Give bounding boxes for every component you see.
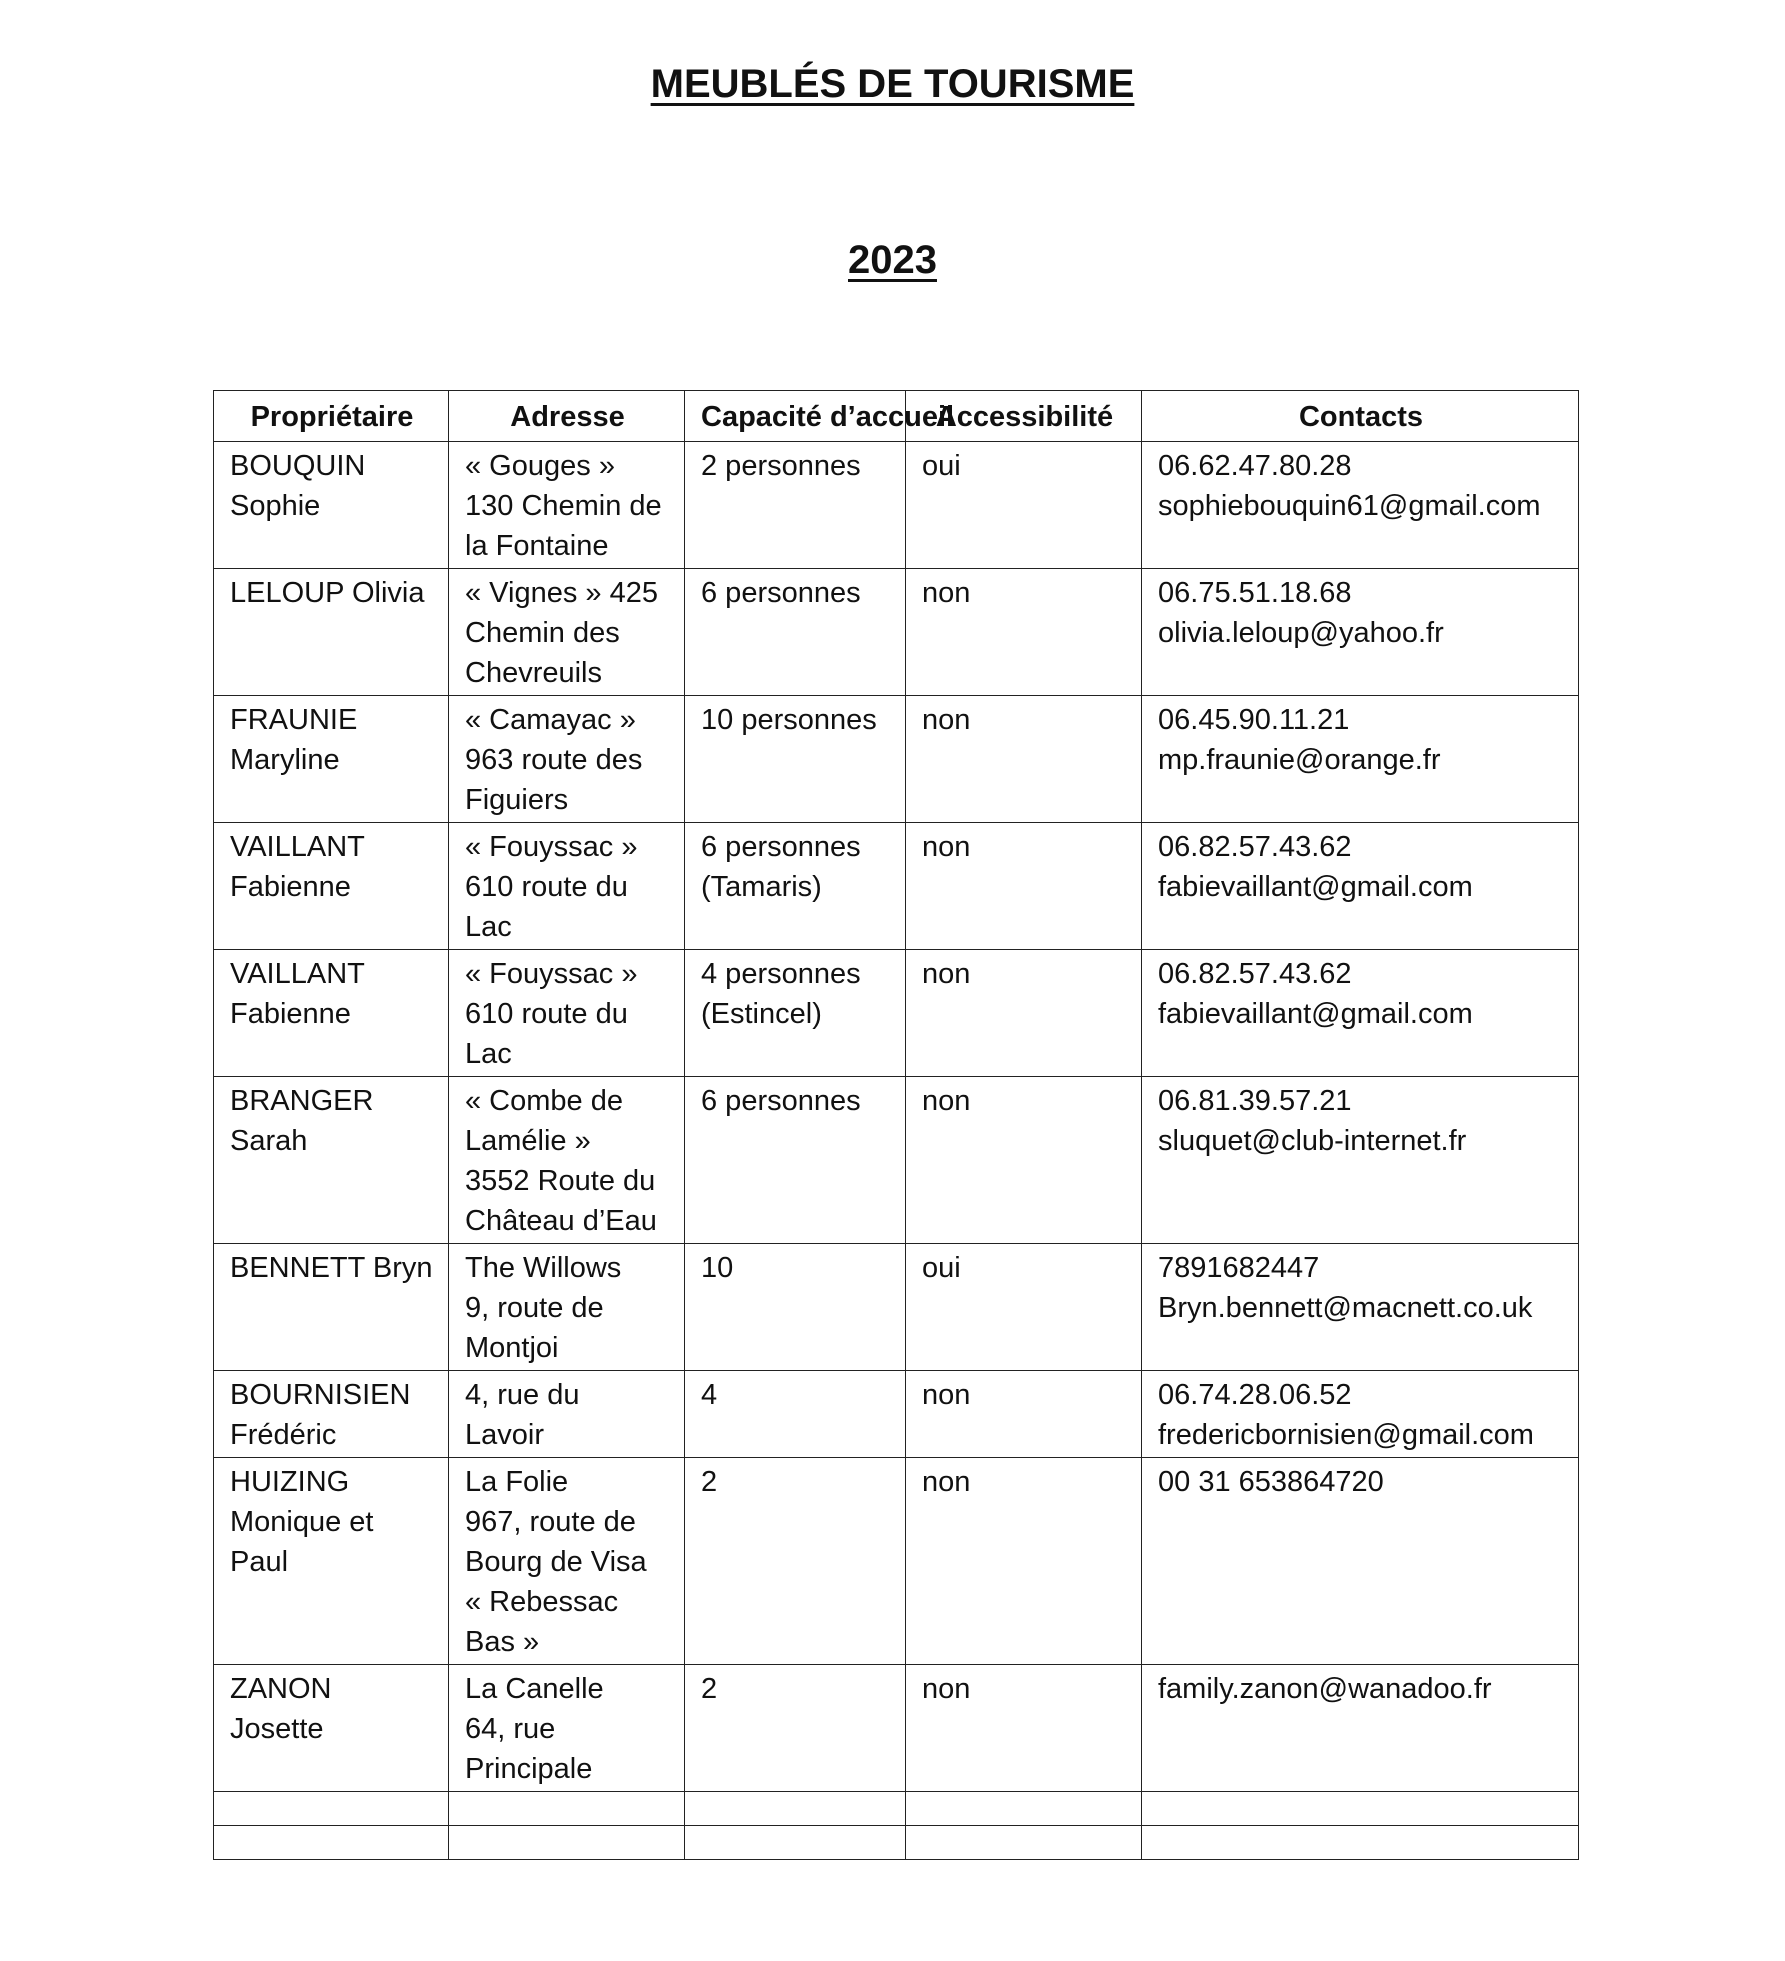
address-cell: [449, 1665, 685, 1792]
owner-cell-line: ZANON: [230, 1673, 332, 1705]
address-cell-line: Bourg de Visa: [465, 1546, 647, 1578]
empty-cell: [214, 1826, 449, 1860]
capacity-cell-line: 2: [701, 1673, 718, 1705]
address-cell-line: la Fontaine: [465, 530, 609, 562]
owner-cell-line: BENNETT Bryn: [230, 1252, 433, 1284]
address-cell-line: Château d’Eau: [465, 1205, 657, 1237]
contacts-cell-line[interactable]: Bryn.bennett@macnett.co.uk: [1158, 1292, 1533, 1324]
table-row: [214, 1371, 1579, 1458]
owner-cell-line: Fabienne: [230, 871, 351, 903]
address-cell: [449, 1244, 685, 1371]
owner-cell-line: HUIZING: [230, 1466, 350, 1498]
contacts-cell-line[interactable]: fabievaillant@gmail.com: [1158, 871, 1473, 903]
address-cell-line: « Fouyssac »: [465, 831, 638, 863]
table-row: [214, 442, 1579, 569]
owner-cell: [214, 823, 449, 950]
capacity-cell: [685, 696, 906, 823]
capacity-cell-line: 4 personnes: [701, 958, 861, 990]
contacts-cell-line: 06.81.39.57.21: [1158, 1085, 1352, 1117]
contacts-cell-line[interactable]: family.zanon@wanadoo.fr: [1158, 1673, 1492, 1705]
contacts-cell: [1142, 696, 1579, 823]
owner-cell-line: Fabienne: [230, 998, 351, 1030]
contacts-cell-line[interactable]: olivia.leloup@yahoo.fr: [1158, 617, 1444, 649]
contacts-cell-line[interactable]: sluquet@club-internet.fr: [1158, 1125, 1467, 1157]
capacity-cell-line: 6 personnes: [701, 577, 861, 609]
contacts-cell-line: 06.74.28.06.52: [1158, 1379, 1352, 1411]
accessibility-cell-value: oui: [922, 450, 961, 482]
rentals-table: [213, 390, 1579, 1860]
header-address: Adresse: [449, 391, 685, 442]
contacts-cell: [1142, 1244, 1579, 1371]
accessibility-cell-value: non: [922, 577, 971, 609]
address-cell-line: Chemin des: [465, 617, 620, 649]
owner-cell-line: Maryline: [230, 744, 340, 776]
accessibility-cell-value: oui: [922, 1252, 961, 1284]
owner-cell: [214, 442, 449, 569]
address-cell: [449, 823, 685, 950]
address-cell-line: La Folie: [465, 1466, 569, 1498]
document-year: 2023: [848, 238, 937, 282]
table-row: [214, 1665, 1579, 1792]
table-header-row: [214, 391, 1579, 442]
accessibility-cell: [906, 823, 1142, 950]
address-cell-line: The Willows: [465, 1252, 622, 1284]
capacity-cell: [685, 823, 906, 950]
owner-cell-line: VAILLANT: [230, 958, 365, 990]
contacts-cell-line: 06.75.51.18.68: [1158, 577, 1352, 609]
document-title: MEUBLÉS DE TOURISME: [650, 62, 1135, 106]
address-cell-line: Bas »: [465, 1626, 540, 1658]
address-cell-line: « Vignes » 425: [465, 577, 658, 609]
contacts-cell-line[interactable]: fredericbornisien@gmail.com: [1158, 1419, 1534, 1451]
table-row: [214, 1077, 1579, 1244]
owner-cell: [214, 950, 449, 1077]
capacity-cell: [685, 1458, 906, 1665]
capacity-cell: [685, 1244, 906, 1371]
contacts-cell-line: 00 31 653864720: [1158, 1466, 1384, 1498]
accessibility-cell-value: non: [922, 958, 971, 990]
owner-cell-line: LELOUP Olivia: [230, 577, 425, 609]
owner-cell-line: FRAUNIE: [230, 704, 358, 736]
table-body: [214, 442, 1579, 1860]
header-accessibility: Accessibilité: [906, 391, 1142, 442]
address-cell-line: Lac: [465, 911, 512, 943]
contacts-cell: [1142, 823, 1579, 950]
contacts-cell-line: 06.45.90.11.21: [1158, 704, 1350, 736]
empty-cell: [906, 1792, 1142, 1826]
address-cell-line: 9, route de: [465, 1292, 604, 1324]
table-row: [214, 950, 1579, 1077]
owner-cell: [214, 1371, 449, 1458]
accessibility-cell: [906, 1244, 1142, 1371]
capacity-cell: [685, 1371, 906, 1458]
accessibility-cell-value: non: [922, 1085, 971, 1117]
capacity-cell: [685, 1665, 906, 1792]
address-cell: [449, 569, 685, 696]
address-cell-line: 64, rue: [465, 1713, 556, 1745]
capacity-cell-line: 10 personnes: [701, 704, 877, 736]
owner-cell-line: Paul: [230, 1546, 289, 1578]
accessibility-cell: [906, 1665, 1142, 1792]
owner-cell-line: Frédéric: [230, 1419, 337, 1451]
contacts-cell-line: 06.62.47.80.28: [1158, 450, 1352, 482]
empty-row: [214, 1792, 1579, 1826]
owner-cell-line: BOURNISIEN: [230, 1379, 411, 1411]
capacity-cell: [685, 569, 906, 696]
address-cell: [449, 696, 685, 823]
table-row: [214, 1458, 1579, 1665]
capacity-cell-line: 2 personnes: [701, 450, 861, 482]
owner-cell-line: BRANGER: [230, 1085, 374, 1117]
header-owner: Propriétaire: [214, 391, 449, 442]
accessibility-cell-value: non: [922, 704, 971, 736]
capacity-cell: [685, 1077, 906, 1244]
contacts-cell-line[interactable]: sophiebouquin61@gmail.com: [1158, 490, 1541, 522]
capacity-cell-line: (Tamaris): [701, 871, 822, 903]
header-capacity-line1: Capacité: [701, 401, 822, 433]
contacts-cell-line[interactable]: fabievaillant@gmail.com: [1158, 998, 1473, 1030]
address-cell: [449, 950, 685, 1077]
contacts-cell-line: 7891682447: [1158, 1252, 1320, 1284]
accessibility-cell-value: non: [922, 1379, 971, 1411]
contacts-cell: [1142, 1665, 1579, 1792]
capacity-cell: [685, 442, 906, 569]
empty-cell: [449, 1826, 685, 1860]
contacts-cell-line: 06.82.57.43.62: [1158, 958, 1352, 990]
empty-cell: [214, 1792, 449, 1826]
address-cell-line: 963 route des: [465, 744, 643, 776]
address-cell-line: « Gouges »: [465, 450, 615, 482]
address-cell-line: 610 route du: [465, 871, 628, 903]
owner-cell: [214, 696, 449, 823]
owner-cell: [214, 1665, 449, 1792]
accessibility-cell: [906, 1458, 1142, 1665]
accessibility-cell: [906, 950, 1142, 1077]
owner-cell: [214, 569, 449, 696]
contacts-cell: [1142, 1371, 1579, 1458]
header-capacity: [685, 391, 955, 442]
empty-cell: [685, 1792, 906, 1826]
address-cell-line: « Fouyssac »: [465, 958, 638, 990]
empty-cell: [906, 1826, 1142, 1860]
empty-cell: [685, 1826, 906, 1860]
capacity-cell-line: 2: [701, 1466, 718, 1498]
address-cell: [449, 1077, 685, 1244]
capacity-cell-line: (Estincel): [701, 998, 822, 1030]
owner-cell-line: Josette: [230, 1713, 324, 1745]
capacity-cell-line: 10: [701, 1252, 734, 1284]
owner-cell-line: Sarah: [230, 1125, 308, 1157]
contacts-cell: [1142, 569, 1579, 696]
address-cell: [449, 1371, 685, 1458]
owner-cell-line: Sophie: [230, 490, 321, 522]
address-cell: [449, 442, 685, 569]
address-cell-line: « Camayac »: [465, 704, 636, 736]
contacts-cell: [1142, 1458, 1579, 1665]
address-cell-line: 130 Chemin de: [465, 490, 662, 522]
table-row: [214, 1244, 1579, 1371]
address-cell-line: 4, rue du: [465, 1379, 580, 1411]
empty-row: [214, 1826, 1579, 1860]
accessibility-cell: [906, 1371, 1142, 1458]
address-cell-line: Chevreuils: [465, 657, 602, 689]
owner-cell-line: Monique et: [230, 1506, 374, 1538]
address-cell-line: 610 route du: [465, 998, 628, 1030]
owner-cell-line: BOUQUIN: [230, 450, 366, 482]
accessibility-cell: [906, 569, 1142, 696]
address-cell-line: « Rebessac: [465, 1586, 619, 1618]
accessibility-cell-value: non: [922, 1673, 971, 1705]
address-cell-line: La Canelle: [465, 1673, 604, 1705]
capacity-cell-line: 6 personnes: [701, 831, 861, 863]
address-cell-line: Principale: [465, 1753, 593, 1785]
owner-cell: [214, 1458, 449, 1665]
header-capacity-line2: d’accueil: [829, 401, 955, 433]
contacts-cell-line[interactable]: mp.fraunie@orange.fr: [1158, 744, 1441, 776]
table-row: [214, 823, 1579, 950]
address-cell-line: Lac: [465, 1038, 512, 1070]
accessibility-cell-value: non: [922, 1466, 971, 1498]
contacts-cell-line: 06.82.57.43.62: [1158, 831, 1352, 863]
address-cell: [449, 1458, 685, 1665]
address-cell-line: Figuiers: [465, 784, 569, 816]
empty-cell: [1142, 1792, 1579, 1826]
accessibility-cell: [906, 696, 1142, 823]
accessibility-cell: [906, 442, 1142, 569]
address-cell-line: 967, route de: [465, 1506, 636, 1538]
table-row: [214, 696, 1579, 823]
contacts-cell: [1142, 950, 1579, 1077]
empty-cell: [449, 1792, 685, 1826]
owner-cell: [214, 1077, 449, 1244]
address-cell-line: « Combe de: [465, 1085, 623, 1117]
empty-cell: [1142, 1826, 1579, 1860]
header-contacts: Contacts: [1142, 391, 1579, 442]
accessibility-cell-value: non: [922, 831, 971, 863]
capacity-cell-line: 6 personnes: [701, 1085, 861, 1117]
address-cell-line: Lamélie »: [465, 1125, 591, 1157]
table-row: [214, 569, 1579, 696]
capacity-cell: [685, 950, 906, 1077]
contacts-cell: [1142, 442, 1579, 569]
contacts-cell: [1142, 1077, 1579, 1244]
address-cell-line: Montjoi: [465, 1332, 559, 1364]
capacity-cell-line: 4: [701, 1379, 718, 1411]
owner-cell-line: VAILLANT: [230, 831, 365, 863]
accessibility-cell: [906, 1077, 1142, 1244]
address-cell-line: 3552 Route du: [465, 1165, 656, 1197]
owner-cell: [214, 1244, 449, 1371]
address-cell-line: Lavoir: [465, 1419, 544, 1451]
